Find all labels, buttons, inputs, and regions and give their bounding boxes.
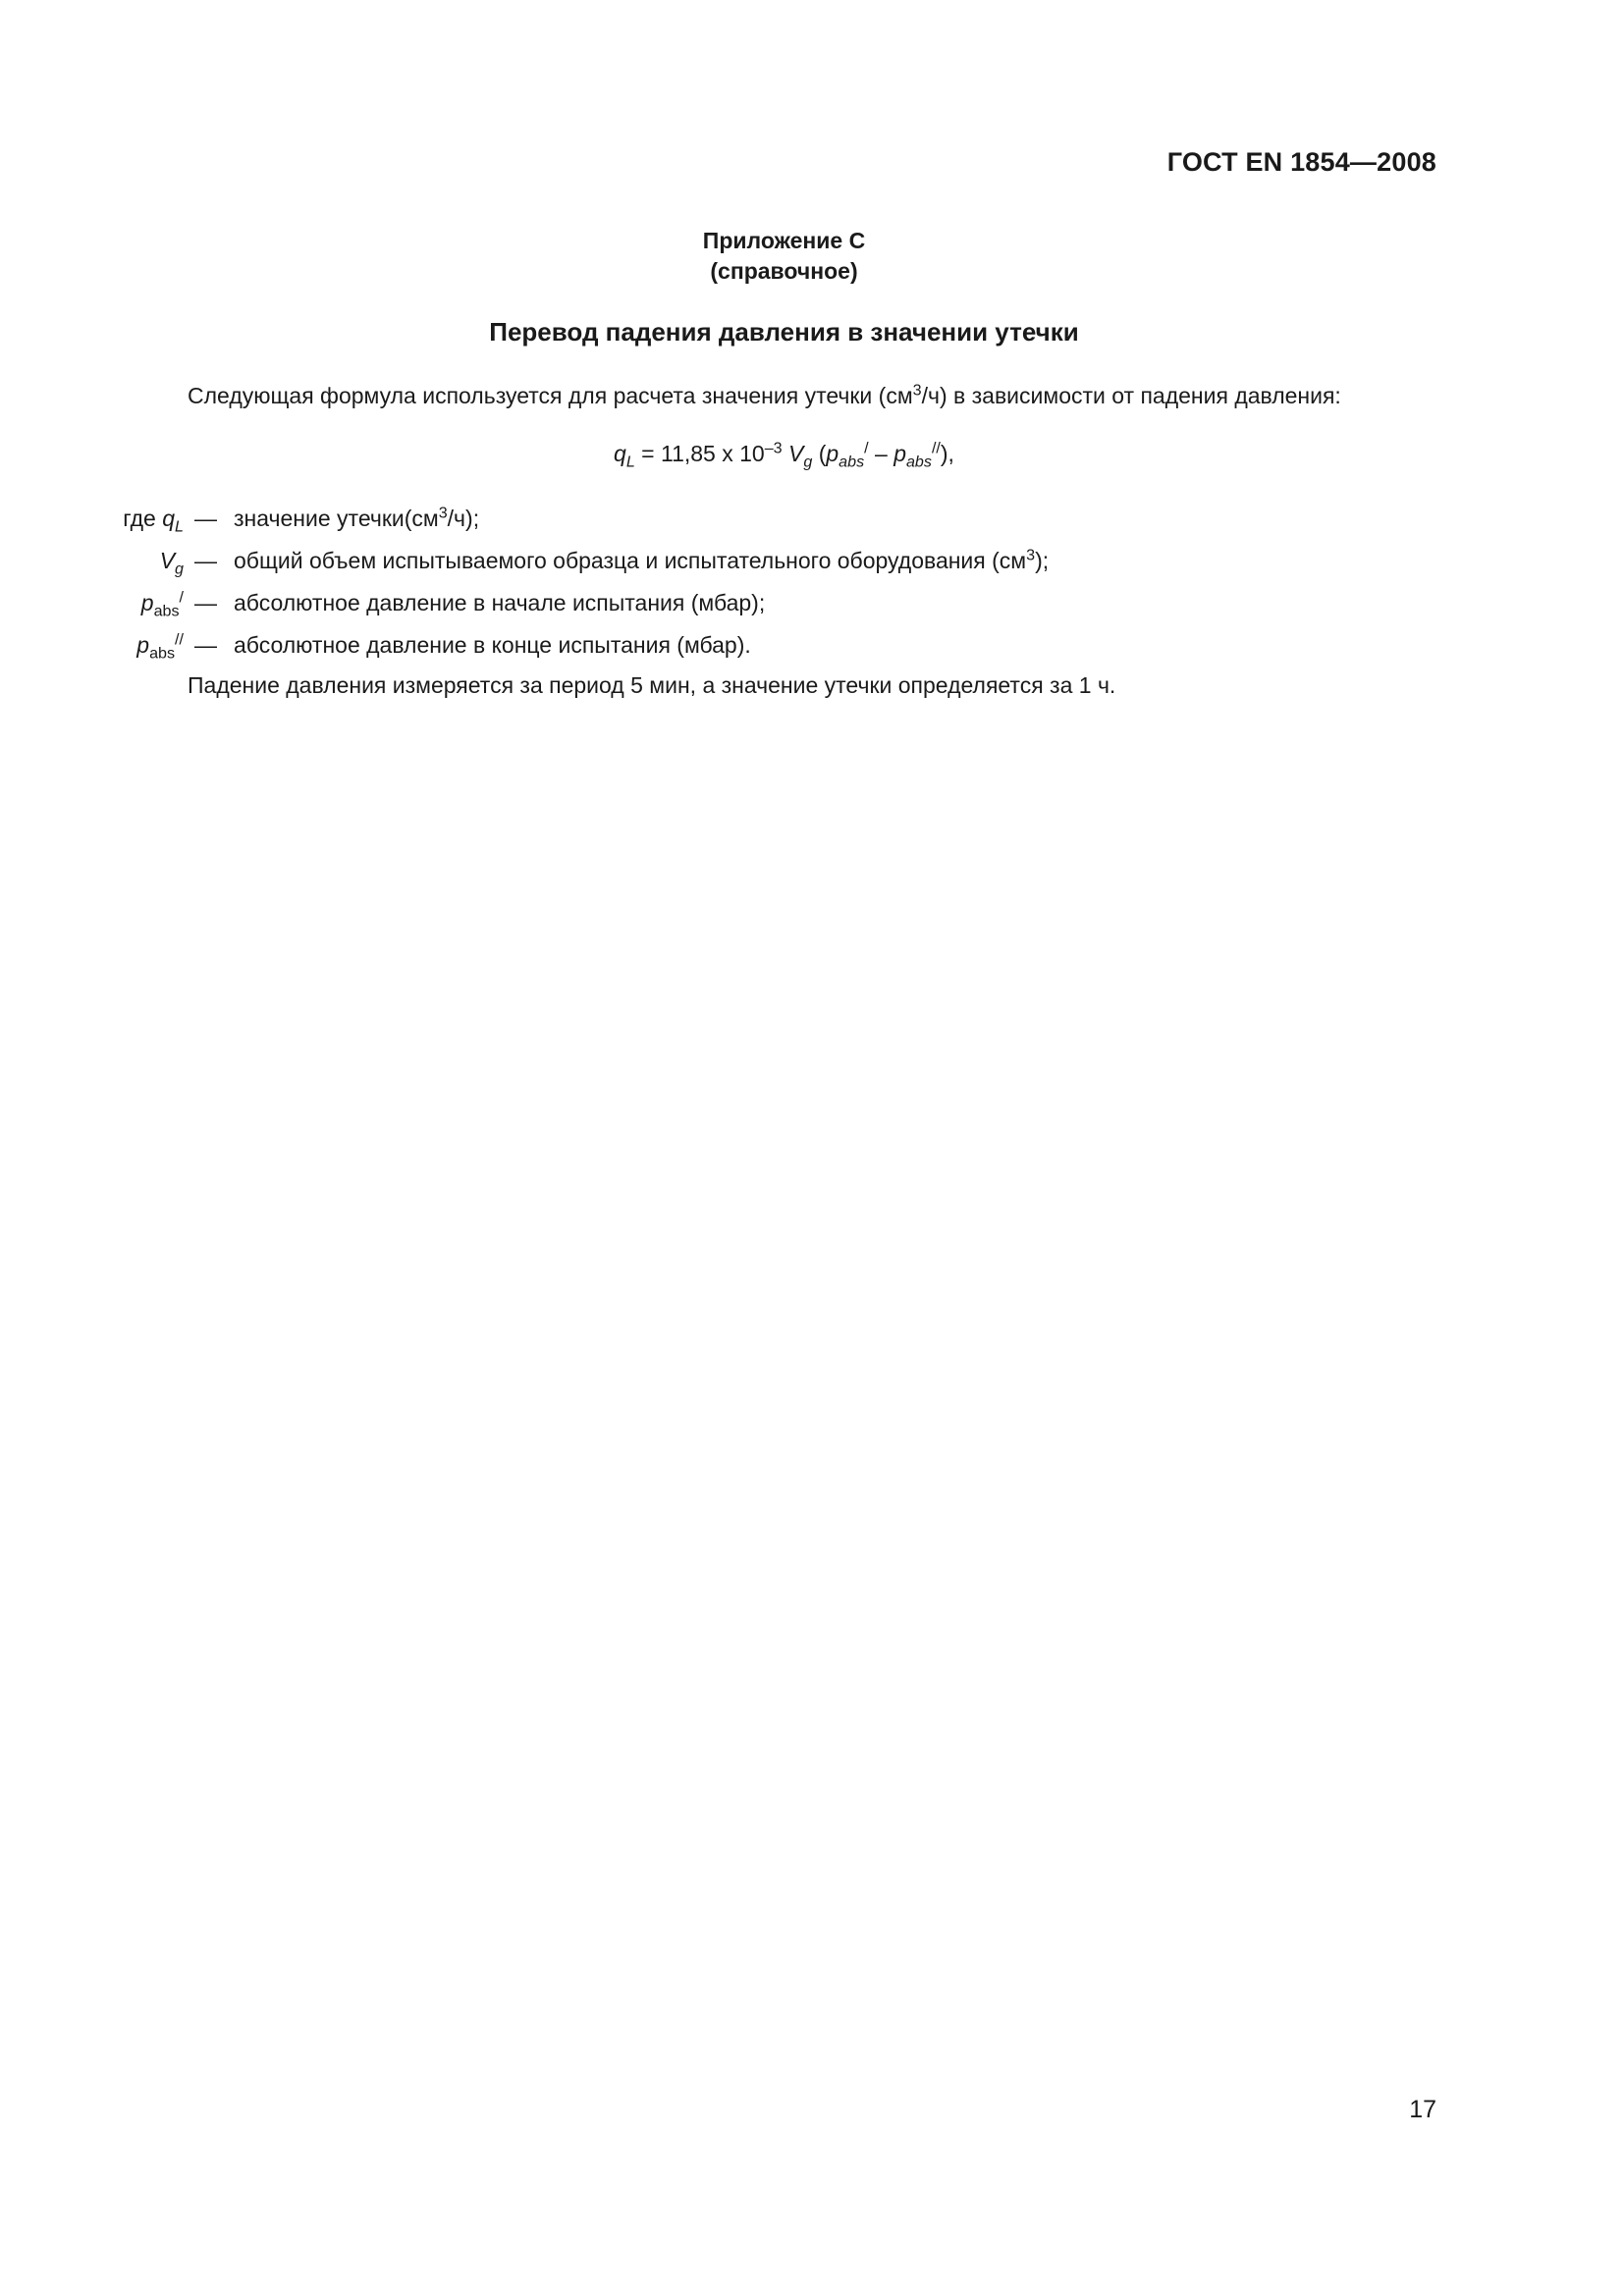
page-number: 17 xyxy=(1409,2096,1436,2123)
definition-term-p-end xyxy=(136,630,184,663)
definition-dash: — xyxy=(194,506,217,531)
definition-text-v-main: общий объем испытываемого образца и испытательного оборудования (см xyxy=(234,548,1027,573)
intro-text-before: Следующая формула используется для расчета значения утечки (см xyxy=(188,383,913,408)
measurement-note: Падение давления измеряется за период 5 мин, а значение утечки определяется за 1 ч. xyxy=(188,672,1116,698)
definition-text-q-main: значение утечки(см xyxy=(234,506,439,531)
formula-close-paren: ), xyxy=(940,441,954,466)
document-code: ГОСТ EN 1854—2008 xyxy=(1166,147,1436,177)
definition-term-p-start xyxy=(140,588,184,620)
formula-p2-superscript: // xyxy=(931,439,941,457)
definition-dash: — xyxy=(194,548,217,573)
formula-p2-subscript: abs xyxy=(905,453,932,471)
formula-q-subscript: L xyxy=(625,453,635,471)
formula-open-paren: ( xyxy=(812,441,827,466)
definition-text-v xyxy=(234,548,1049,574)
definition-term-v xyxy=(159,548,184,578)
formula-minus: – xyxy=(868,441,894,466)
section-title: Перевод падения давления в значении утечки xyxy=(489,317,1079,347)
definition-text-p-end: абсолютное давление в конце испытания (мбар). xyxy=(234,632,751,658)
definition-symbol-q-subscript: L xyxy=(175,517,184,536)
intro-text-after: /ч) в зависимости от падения давления: xyxy=(921,383,1341,408)
annex-status: (справочное) xyxy=(710,258,858,284)
definition-text-q-tail: /ч); xyxy=(447,506,480,531)
formula-p1-subscript: abs xyxy=(839,453,865,471)
definition-symbol-v-subscript: g xyxy=(175,560,184,578)
definition-text-v-superscript: 3 xyxy=(1026,546,1036,564)
definition-row-p-start xyxy=(0,590,1473,632)
intro-superscript: 3 xyxy=(912,381,922,400)
definition-symbol-p-end-superscript: // xyxy=(175,630,184,649)
formula-p1: p xyxy=(826,441,839,466)
definition-symbol-p-end: p xyxy=(136,632,150,658)
definition-symbol-p-start: p xyxy=(140,590,154,615)
formula-q: q xyxy=(614,441,626,466)
definition-symbol-p-start-superscript: / xyxy=(179,588,184,607)
formula-v: V xyxy=(782,441,804,466)
definition-row-q xyxy=(0,506,1473,548)
definition-symbol-v: V xyxy=(159,548,176,573)
definition-term-q xyxy=(123,506,184,536)
definition-symbol-p-end-subscript: abs xyxy=(149,644,176,663)
formula-coefficient: = 11,85 x 10 xyxy=(634,441,765,466)
formula-p2: p xyxy=(893,441,906,466)
formula-exponent: –3 xyxy=(764,439,783,457)
definition-dash: — xyxy=(194,632,217,658)
annex-title: Приложение C xyxy=(702,228,866,253)
definition-row-p-end xyxy=(0,632,1473,674)
definition-dash: — xyxy=(194,590,217,615)
definition-symbol-q: q xyxy=(162,506,176,531)
intro-paragraph xyxy=(188,383,1341,409)
definition-text-q xyxy=(234,506,479,532)
definition-text-p-start: абсолютное давление в начале испытания (мбар); xyxy=(234,590,766,615)
definition-symbol-p-start-subscript: abs xyxy=(153,602,180,620)
definition-text-q-superscript: 3 xyxy=(438,504,448,522)
definition-text-v-tail: ); xyxy=(1035,548,1050,573)
definition-row-v xyxy=(0,548,1473,590)
leakage-formula xyxy=(0,439,1568,471)
definition-where: где xyxy=(123,506,163,531)
annex-heading xyxy=(0,226,1568,287)
formula-p1-superscript: / xyxy=(864,439,869,457)
definitions-list xyxy=(0,506,1473,674)
formula-v-subscript: g xyxy=(803,453,813,471)
